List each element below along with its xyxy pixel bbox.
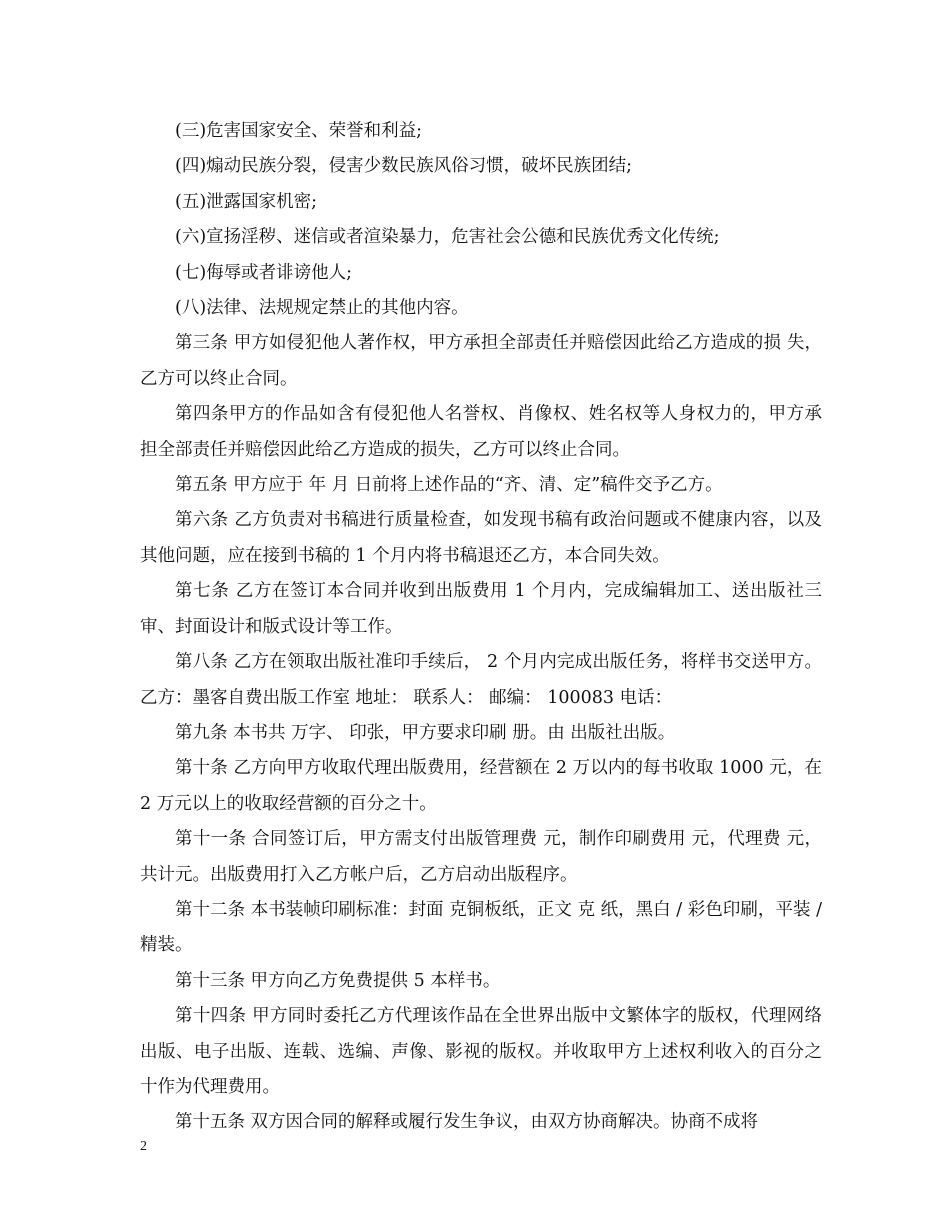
- clause-paragraph: (四)煽动民族分裂，侵害少数民族风俗习惯，破坏民族团结;: [175, 156, 633, 177]
- article-9-paragraph: 第九条 本书共 万字、 印张，甲方要求印刷 册。由 出版社出版。: [175, 722, 676, 743]
- clause-paragraph: (五)泄露国家机密;: [175, 191, 318, 212]
- article-15-paragraph: 第十五条 双方因合同的解释或履行发生争议，由双方协商解决。协商不成将: [175, 1112, 759, 1133]
- clause-paragraph: (七)侮辱或者诽谤他人;: [175, 262, 353, 283]
- document-body: [140, 114, 822, 1141]
- article-12-paragraph: 第十二条 本书装帧印刷标准：封面 克铜板纸，正文 克 纸，黑白 / 彩色印刷，平装 / 精装。: [140, 899, 822, 956]
- article-4-paragraph: 第四条甲方的作品如含有侵犯他人名誉权、肖像权、姓名权等人身权力的，甲方承担全部责任并赔偿因此给乙方造成的损失，乙方可以终止合同。: [140, 404, 822, 460]
- article-8-paragraph: 第八条 乙方在领取出版社准印手续后， 2 个月内完成出版任务，将样书交送甲方。 乙方：墨客自费出版工作室 地址： 联系人： 邮编： 100083 电话：: [140, 652, 822, 708]
- clause-paragraph: (六)宣扬淫秽、迷信或者渲染暴力，危害社会公德和民族优秀文化传统;: [175, 227, 720, 248]
- article-5-paragraph: 第五条 甲方应于 年 月 日前将上述作品的“齐、清、定”稿件交予乙方。: [175, 475, 723, 496]
- article-6-paragraph: 第六条 乙方负责对书稿进行质量检查，如发现书稿有政治问题或不健康内容，以及其他问题，应在接到书稿的 1 个月内将书稿退还乙方，本合同失效。: [140, 510, 822, 566]
- article-10-paragraph: 第十条 乙方向甲方收取代理出版费用，经营额在 2 万以内的每书收取 1000 元，在 2 万元以上的收取经营额的百分之十。: [140, 758, 822, 814]
- article-11-paragraph: 第十一条 合同签订后，甲方需支付出版管理费 元，制作印刷费用 元，代理费 元，共计元。出版费用打入乙方帐户后，乙方启动出版程序。: [140, 829, 822, 885]
- article-14-paragraph: 第十四条 甲方同时委托乙方代理该作品在全世界出版中文繁体字的版权，代理网络出版、电子出版、连载、选编、声像、影视的版权。并收取甲方上述权利收入的百分之十作为代理费用。: [140, 1006, 822, 1097]
- page-number: 2: [140, 1139, 147, 1154]
- article-7-paragraph: 第七条 乙方在签订本合同并收到出版费用 1 个月内，完成编辑加工、送出版社三 审、封面设计和版式设计等工作。: [140, 581, 822, 637]
- clause-paragraph: (三)危害国家安全、荣誉和利益;: [175, 121, 423, 141]
- article-13-paragraph: 第十三条 甲方向乙方免费提供 5 本样书。: [175, 970, 501, 991]
- clause-paragraph: (八)法律、法规规定禁止的其他内容。: [175, 298, 469, 319]
- article-3-paragraph: 第三条 甲方如侵犯他人著作权，甲方承担全部责任并赔偿因此给乙方造成的损 失，乙方可以终止合同。: [140, 333, 822, 389]
